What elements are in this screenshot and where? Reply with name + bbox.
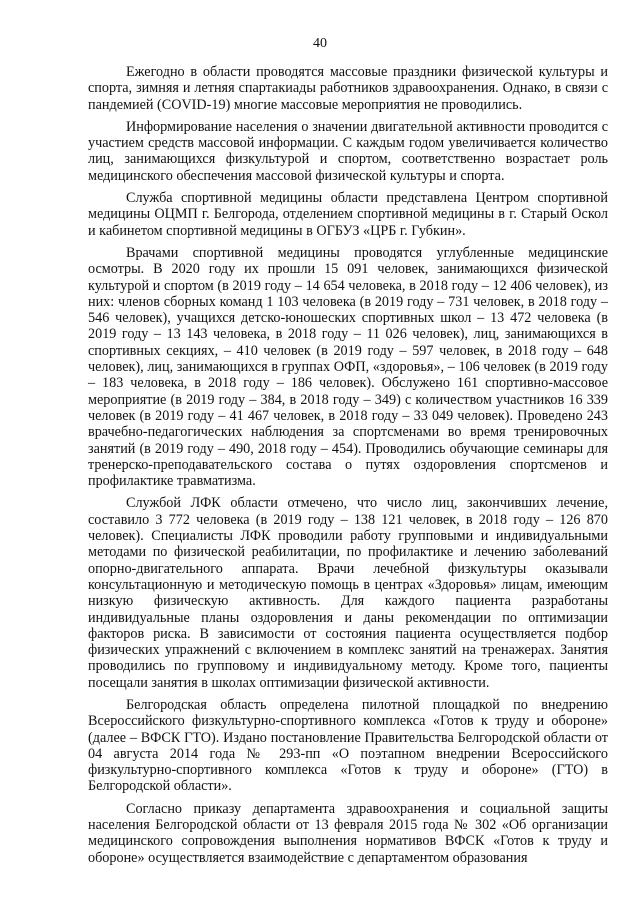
paragraph-gto-order: Согласно приказу департамента здравоохранения и социальной защиты населения Белгородской области от 13 февраля 2015 года № 302 «Об организации медицинского сопровождения выполнения нормативов ВФСК «Готов к труду и обороне» осуществляется взаимодействие с департаментом образования — [88, 800, 608, 866]
paragraph-mass-events: Ежегодно в области проводятся массовые праздники физической культуры и спорта, зимняя и летняя спартакиады работников здравоохранения. Однако, в связи с пандемией (COVID-19) многие массовые мероприятия не проводились. — [88, 64, 608, 113]
page-number: 40 — [313, 36, 327, 51]
document-body — [88, 64, 608, 866]
paragraph-gto-pilot: Белгородская область определена пилотной площадкой по внедрению Всероссийского физкультурно-спортивного комплекса «Готов к труду и обороне» (далее – ВФСК ГТО). Издано постановление Правительства Белгородской области от 04 августа 2014 года № 293-пп «О поэтапном внедрении Всероссийского физкультурно-спортивного комплекса «Готов к труду и обороне» (ГТО) в Белгородской области». — [88, 696, 608, 795]
paragraph-informing-population: Информирование населения о значении двигательной активности проводится с участием средств массовой информации. С каждым годом увеличивается количество лиц, занимающихся физкультурой и спортом, соответственно возрастает роль медицинского обеспечения массовой физической культуры и спорта. — [88, 118, 608, 184]
paragraph-lfk-service: Службой ЛФК области отмечено, что число лиц, закончивших лечение, составило 3 772 человека (в 2019 году – 138 121 человек, в 2018 году – 126 870 человек). Специалисты ЛФК проводили работу групповыми и индивидуальными методами по физической реабилитации, по профилактике и лечению заболеваний опорно-двигательного аппарата. Врачи лечебной физкультуры оказывали консультационную и методическую помощь в центрах «Здоровья» лицам, имеющим низкую физическую активность. Для каждого пациента разработаны индивидуальные планы оздоровления и даны рекомендации по оптимизации факторов риска. В зависимости от состояния пациента осуществляется подбор физических упражнений с включением в комплекс занятий на тренажерах. Занятия проводились по групповому и индивидуальному методу. Кроме того, пациенты посещали занятия в школах оптимизации физической активности. — [88, 495, 608, 691]
paragraph-sports-medicine-service: Служба спортивной медицины области представлена Центром спортивной медицины ОЦМП г. Белгорода, отделением спортивной медицины в г. Старый Оскол и кабинетом спортивной медицины в ОГБУЗ «ЦРБ г. Губкин». — [88, 190, 608, 239]
paragraph-medical-examinations: Врачами спортивной медицины проводятся углубленные медицинские осмотры. В 2020 году их прошли 15 091 человек, занимающихся физической культурой и спортом (в 2019 году – 14 654 человека, в 2018 году – 12 406 человек), из них: членов сборных команд 1 103 человека (в 2019 году – 731 человек, в 2018 году – 546 человек), учащихся детско-юношеских спортивных школ – 13 472 человека (в 2019 году – 13 143 человека, в 2018 году – 11 026 человек), лиц, занимающихся в спортивных секциях, – 410 человек (в 2019 году – 597 человек, в 2018 году – 648 человек), лиц, занимающихся в группах ОФП, «здоровья», – 106 человек (в 2019 году – 183 человека, в 2018 году – 186 человек). Обслужено 161 спортивно-массовое мероприятие (в 2019 году – 384, в 2018 году – 349) с количеством участников 16 339 человек (в 2019 году – 41 467 человек, в 2018 году – 33 049 человек). Проведено 243 врачебно-педагогических наблюдения за спортсменами во время тренировочных занятий (в 2019 году – 490, 2018 году – 454). Проводились обучающие семинары для тренерско-преподавательского состава о путях оздоровления спортсменов и профилактике травматизма. — [88, 244, 608, 490]
